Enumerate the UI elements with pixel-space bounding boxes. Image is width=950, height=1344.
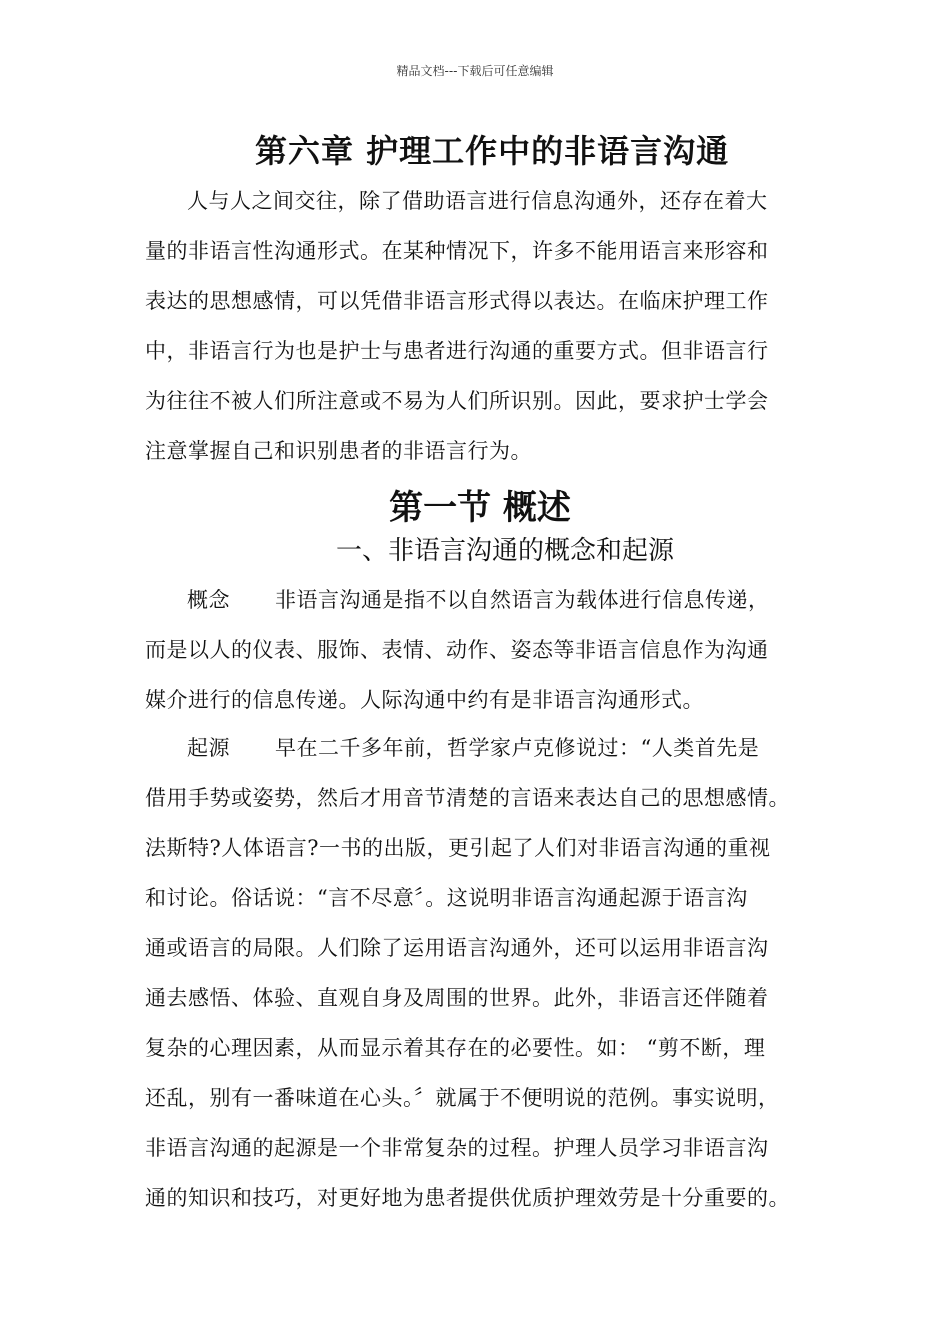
origin-line: 通的知识和技巧，对更好地为患者提供优质护理效劳是十分重要的。 xyxy=(145,1186,790,1210)
origin-line: 早在二千多年前，哲学家卢克修说过：“人类首先是 xyxy=(275,736,760,760)
intro-line: 为往往不被人们所注意或不易为人们所识别。因此，要求护士学会 xyxy=(145,389,769,413)
chapter-title: 第六章 护理工作中的非语言沟通 xyxy=(255,132,730,170)
section-title: 第一节 概述 xyxy=(389,488,571,528)
origin-line: 法斯特?人体语言?一书的出版，更引起了人们对非语言沟通的重视 xyxy=(145,836,771,860)
intro-line: 人与人之间交往，除了借助语言进行信息沟通外，还存在着大 xyxy=(187,189,768,213)
chapter-intro-paragraph xyxy=(145,176,810,476)
intro-line: 中，非语言行为也是护士与患者进行沟通的重要方式。但非语言行 xyxy=(145,339,769,363)
origin-line: 和讨论。俗话说：“言不尽意〞。这说明非语言沟通起源于语言沟 xyxy=(145,886,748,910)
intro-line: 量的非语言性沟通形式。在某种情况下，许多不能用语言来形容和 xyxy=(145,239,769,263)
concept-paragraph xyxy=(145,575,810,725)
concept-line: 媒介进行的信息传递。人际沟通中约有是非语言沟通形式。 xyxy=(145,688,704,712)
page-header: 精品文档---下载后可任意编辑 xyxy=(396,64,554,78)
origin-line: 通或语言的局限。人们除了运用语言沟通外，还可以运用非语言沟 xyxy=(145,936,769,960)
origin-first-line xyxy=(145,723,810,773)
origin-line: 还乱，别有一番味道在心头。〞就属于不便明说的范例。事实说明， xyxy=(145,1086,780,1110)
concept-first-line xyxy=(145,575,810,625)
intro-line: 注意掌握自己和识别患者的非语言行为。 xyxy=(145,439,532,463)
origin-line: 复杂的心理因素，从而显示着其存在的必要性。如： “剪不断，理 xyxy=(145,1036,766,1060)
origin-line: 借用手势或姿势，然后才用音节清楚的言语来表达自己的思想感情。 xyxy=(145,786,790,810)
origin-term: 起源 xyxy=(187,736,230,760)
origin-line: 非语言沟通的起源是一个非常复杂的过程。护理人员学习非语言沟 xyxy=(145,1136,769,1160)
concept-line: 而是以人的仪表、服饰、表情、动作、姿态等非语言信息作为沟通 xyxy=(145,638,769,662)
concept-term: 概念 xyxy=(187,588,230,612)
intro-line: 表达的思想感情，可以凭借非语言形式得以表达。在临床护理工作 xyxy=(145,289,769,313)
origin-paragraph xyxy=(145,723,810,1223)
origin-line: 通去感悟、体验、直观自身及周围的世界。此外，非语言还伴随着 xyxy=(145,986,769,1010)
subsection-title: 一、非语言沟通的概念和起源 xyxy=(335,536,674,566)
concept-line: 非语言沟通是指不以自然语言为载体进行信息传递， xyxy=(275,588,770,612)
